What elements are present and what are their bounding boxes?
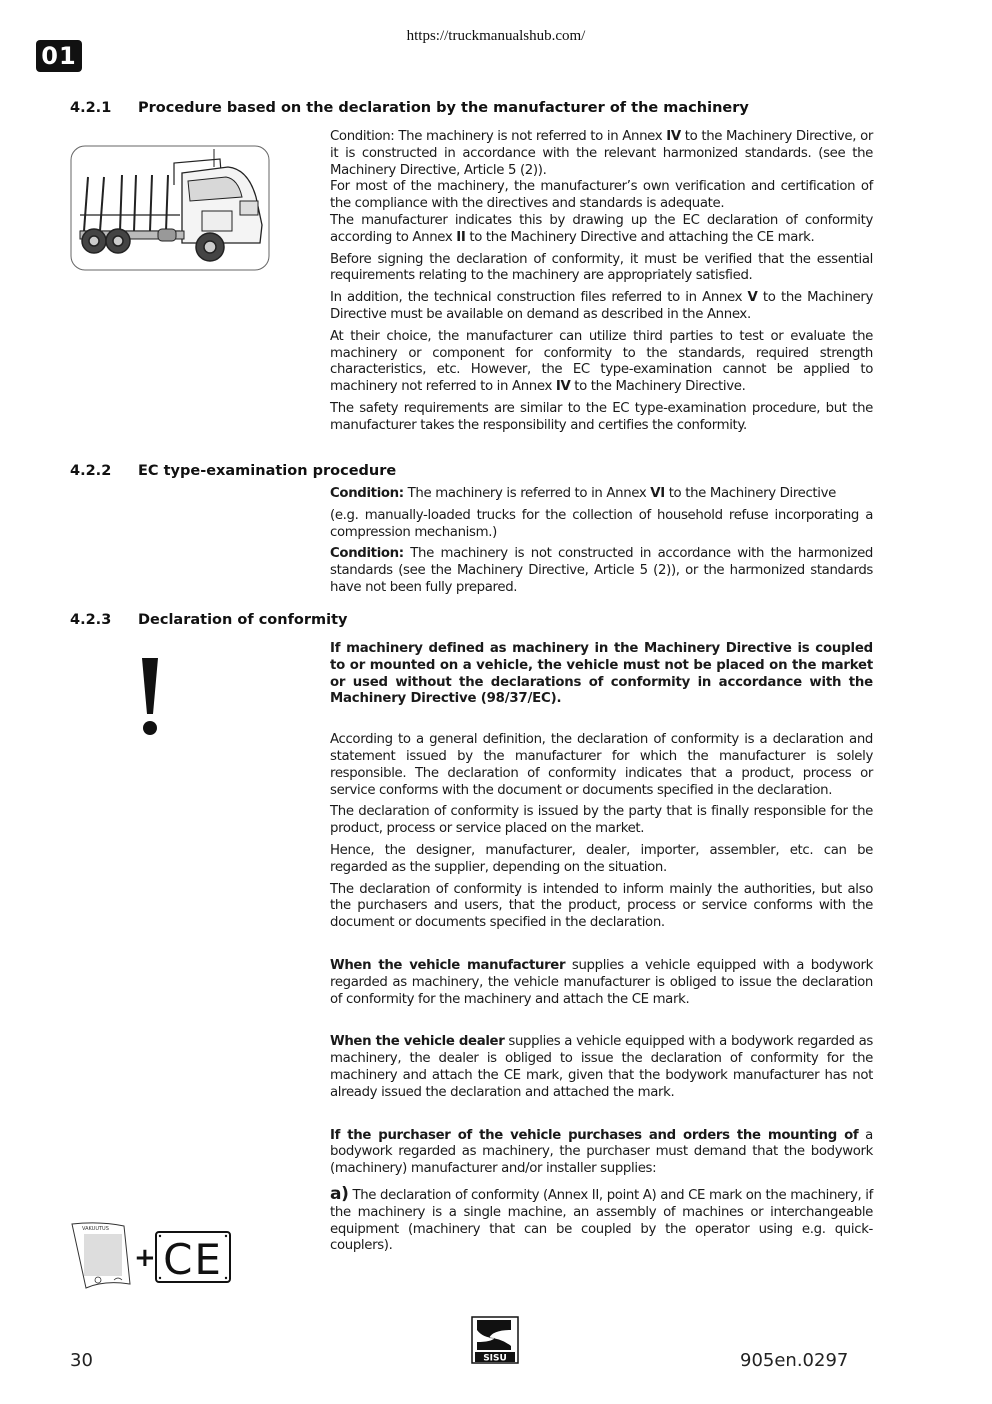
- paragraph: When the vehicle manufacturer supplies a vehicle equipped with a bodywork regarded as machinery, the vehicle manufacturer is obliged to issue the declaration of conformity for the machinery and attach the CE mark.: [330, 957, 873, 1007]
- paragraph: Condition: The machinery is not constructed in accordance with the harmonized standards (see the Machinery Directive, Article 5 (2)), or the harmonized standards have not been fully prepared.: [330, 546, 873, 595]
- section-4-2-1-body: [330, 129, 873, 440]
- timber-truck-illustration: [70, 145, 270, 271]
- logo-text: SISU: [483, 1353, 507, 1364]
- paragraph: According to a general definition, the declaration of conformity is a declaration and statement issued by the manufacturer for which the manufacturer is solely responsible. The declaration of conformity indicates that a product, process or service conforms with the document or documents specified in the declaration.: [330, 732, 873, 798]
- section-title: Declaration of conformity: [138, 612, 348, 628]
- chapter-badge: 01: [36, 40, 82, 72]
- sisu-logo: [471, 1316, 519, 1364]
- paragraph: a) The declaration of conformity (Annex II, point A) and CE mark on the machinery, if the machinery is a single machine, an assembly of machines or interchangeable equipment (machinery that can be coupled by the operator using e.g. quick-couplers).: [330, 1183, 873, 1254]
- paragraph: If the purchaser of the vehicle purchases and orders the mounting of a bodywork regarded as machinery, the purchaser must demand that the bodywork (machinery) manufacturer and/or installer supplies:: [330, 1127, 873, 1177]
- document-title: VAKUUTUS: [82, 1226, 109, 1232]
- paragraph: Before signing the declaration of conformity, it must be verified that the essential requirements relating to the machinery are appropriately satisfied.: [330, 251, 873, 284]
- paragraph: The declaration of conformity is intended to inform mainly the authorities, but also the purchasers and users, that the product, process or service conforms with the document or documents specified in the declaration.: [330, 881, 873, 931]
- section-4-2-3-body: [330, 641, 873, 1260]
- warning-exclamation-icon: [136, 654, 164, 738]
- section-heading-4-2-1: [70, 100, 749, 116]
- ce-mark-text: CE: [163, 1235, 223, 1284]
- paragraph: In addition, the technical construction files referred to in Annex V to the Machinery Directive must be available on demand as described in the Annex.: [330, 290, 873, 322]
- plus-sign: +: [134, 1243, 156, 1273]
- warning-text: If machinery defined as machinery in the Machinery Directive is coupled to or mounted on a vehicle, the vehicle must not be placed on the market or used without the declarations of conformity in accordance with the Machinery Directive (98/37/EC).: [330, 641, 873, 707]
- paragraph: The safety requirements are similar to the EC type-examination procedure, but the manufacturer takes the responsibility and certifies the conformity.: [330, 400, 873, 433]
- declaration-document-icon: [72, 1223, 130, 1288]
- section-heading-4-2-3: [70, 612, 347, 628]
- section-number: 4.2.2: [70, 463, 112, 479]
- ce-mark-icon: [156, 1232, 230, 1284]
- paragraph: Hence, the designer, manufacturer, dealer, importer, assembler, etc. can be regarded as the supplier, depending on the situation.: [330, 842, 873, 875]
- section-4-2-2-body: [330, 486, 873, 602]
- paragraph: The declaration of conformity is issued by the party that is finally responsible for the product, process or service placed on the market.: [330, 804, 873, 837]
- section-number: 4.2.3: [70, 612, 112, 628]
- paragraph: At their choice, the manufacturer can utilize third parties to test or evaluate the machinery or component for conformity to the standards, required strength characteristics, etc. However, the EC type-examination cannot be applied to machinery not referred to in Annex IV to the Machinery Directive.: [330, 328, 873, 395]
- document-code: 905en.0297: [740, 1350, 849, 1371]
- paragraph: (e.g. manually-loaded trucks for the collection of household refuse incorporating a compression mechanism.): [330, 507, 873, 540]
- section-heading-4-2-2: [70, 463, 396, 479]
- page-number: 30: [70, 1350, 93, 1371]
- paragraph: Condition: The machinery is referred to in Annex VI to the Machinery Directive: [330, 486, 836, 501]
- declaration-and-ce-mark-illustration: [70, 1220, 232, 1292]
- paragraph: Condition: The machinery is not referred to in Annex IV to the Machinery Directive, or it is constructed in accordance with the relevant harmonized standards. (see the Machinery Directive, Article 5 (2)). For most of the machinery, the manufacturer’s own verification and certification of the compliance with the directives and standards is adequate. The manufacturer indicates this by drawing up the EC declaration of conformity according to Annex II to the Machinery Directive and attaching the CE mark.: [330, 129, 873, 245]
- source-url: https://truckmanualshub.com/: [406, 28, 586, 44]
- section-title: Procedure based on the declaration by the manufacturer of the machinery: [138, 100, 749, 116]
- paragraph: When the vehicle dealer supplies a vehicle equipped with a bodywork regarded as machinery, the dealer is obliged to issue the declaration of conformity for the machinery and attach the CE mark, given that the bodywork manufacturer has not already issued the declaration and attached the mark.: [330, 1034, 873, 1100]
- section-number: 4.2.1: [70, 100, 112, 116]
- section-title: EC type-examination procedure: [138, 463, 397, 479]
